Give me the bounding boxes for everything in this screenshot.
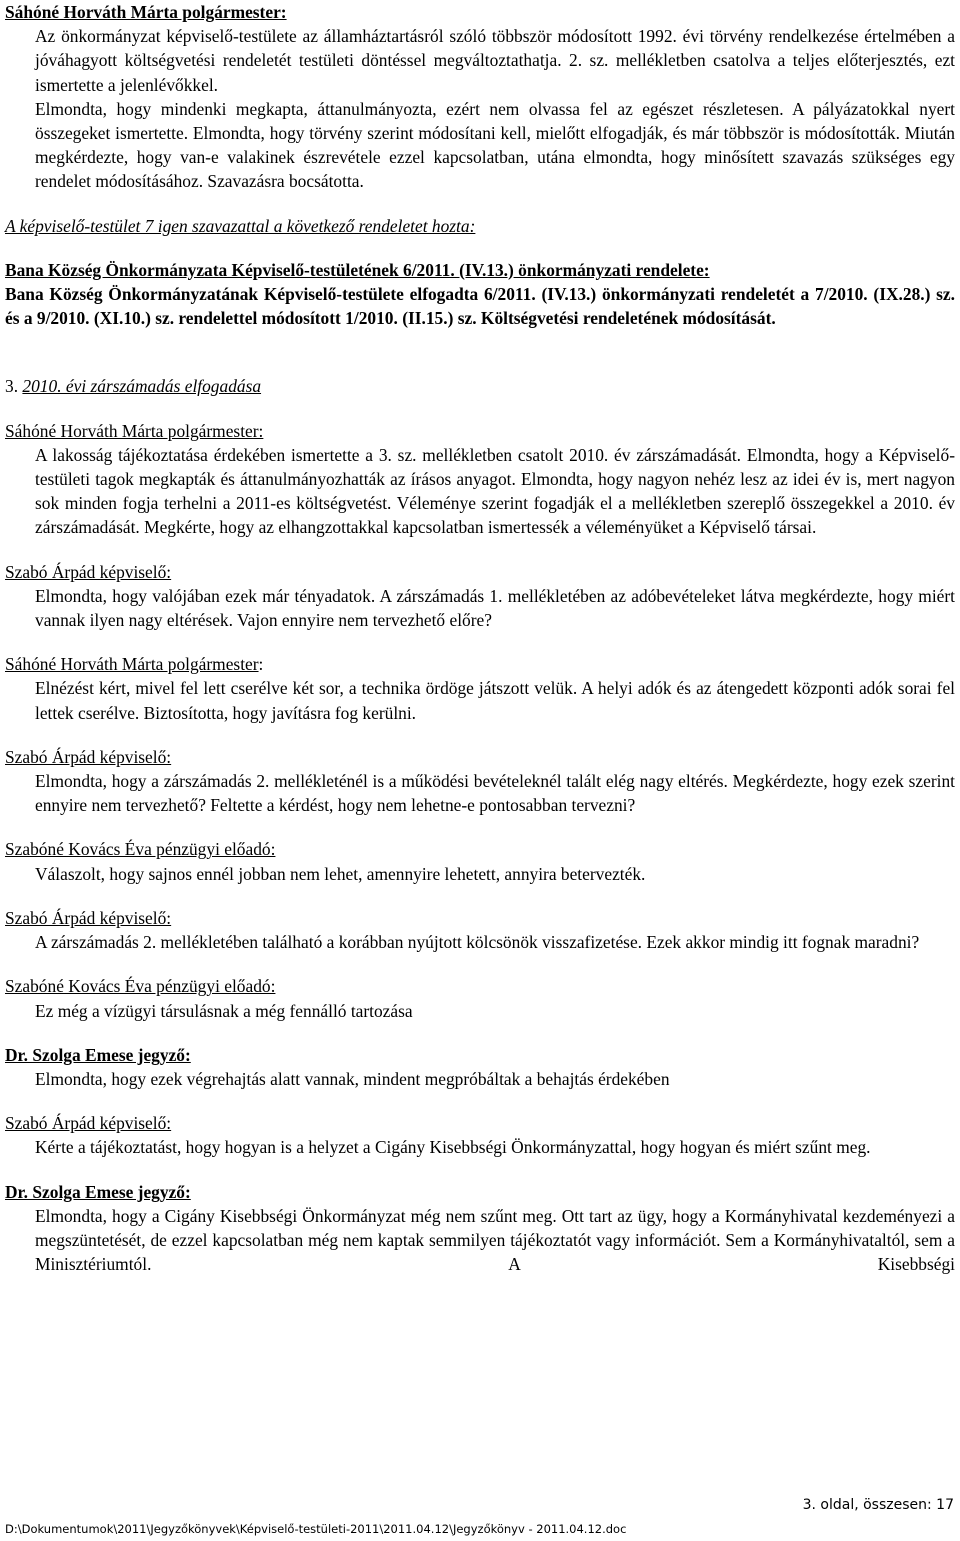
- spacer: [5, 725, 955, 745]
- page-number: 3. oldal, összesen: 17: [802, 1497, 954, 1513]
- spacer: [5, 1091, 955, 1111]
- spacer: [5, 399, 955, 419]
- agenda-item-title: 2010. évi zárszámadás elfogadása: [22, 376, 262, 397]
- speaker-name: Szabóné Kovács Éva pénzügyi előadó:: [5, 839, 276, 860]
- spacer: [5, 954, 955, 974]
- spacer: [5, 1023, 955, 1043]
- speaker-statement: Elmondta, hogy a Cigány Kisebbségi Önkormányzat még nem szűnt meg. Ott tart az ügy, hogy a Kormányhivatal kezdeményezi a megszüntetését, de ezzel kapcsolatban még nem kaptak semmilyen tájékoztatót vagy információt. Sem a Kormányhivataltól, sem a Minisztériumtól. A Kisebbségi: [35, 1205, 955, 1275]
- spacer: [5, 194, 955, 214]
- speaker-statement: Az önkormányzat képviselő-testülete az államháztartásról szóló többször módosított 1992. évi törvény rendelkezése értelmében a jóváhagyott költségvetési rendeletét testületi döntéssel megváltoztathatja. 2. sz. mellékletben csatolva a teljes előterjesztés, ezt ismertette a jelenlévőkkel.: [35, 26, 955, 95]
- speaker-colon: :: [258, 654, 264, 675]
- speaker-name: Szabó Árpád képviselő:: [5, 746, 172, 767]
- speaker-statement: Válaszolt, hogy sajnos ennél jobban nem lehet, amennyire lehetett, annyira betervezték.: [35, 863, 646, 884]
- speaker-name: Dr. Szolga Emese jegyző:: [5, 1181, 191, 1202]
- speaker-statement: Elmondta, hogy ezek végrehajtás alatt vannak, mindent megpróbáltak a behajtás érdekében: [35, 1068, 670, 1089]
- resolution-heading: A képviselő-testület 7 igen szavazattal a következő rendeletet hozta:: [5, 215, 476, 236]
- speaker-statement: A lakosság tájékoztatása érdekében ismertette a 3. sz. mellékletben csatolt 2010. év zárszámadását. Elmondta, hogy a Képviselő-testületi tagok megkapták és áttanulmányozhatták az írásos anyagot. Elmondta, hogy nagyon nehéz lesz az idei év is, mert nagyon sok minden fogja terhelni a 2011-es költségvetést. Véleménye szerint fogadják el a mellékletben szereplő összegekkel a 2010. év zárszámadását. Megkérte, hogy az elhangzottakkal kapcsolatban ismertessék a véleményüket a Képviselő társai.: [35, 444, 955, 538]
- file-path: D:\Dokumentumok\2011\Jegyzőkönyvek\Képviselő-testületi-2011\2011.04.12\Jegyzőkönyv - 2011.04.12.doc: [5, 1522, 627, 1536]
- speaker-statement: Elmondta, hogy valójában ezek már tényadatok. A zárszámadás 1. mellékletében az adóbevételeket látva megkérdezte, hogy miért vannak ilyen nagy eltérések. Vajon ennyire nem tervezhető előre?: [35, 585, 955, 631]
- agenda-item-heading: [5, 374, 955, 398]
- spacer: [5, 540, 955, 560]
- speaker-name: Szabó Árpád képviselő:: [5, 561, 172, 582]
- agenda-item-number: 3.: [5, 376, 19, 397]
- speaker-statement: A zárszámadás 2. mellékletében található a korábban nyújtott kölcsönök visszafizetése. Ezek akkor mindig itt fognak maradni?: [35, 932, 920, 953]
- speaker-statement: Ez még a vízügyi társulásnak a még fennálló tartozása: [35, 1000, 413, 1021]
- speaker-name: Sáhóné Horváth Márta polgármester:: [5, 2, 287, 22]
- spacer: [5, 1160, 955, 1180]
- decree-title: [5, 258, 955, 282]
- speaker-statement: Elnézést kért, mivel fel lett cserélve két sor, a technika ördöge játszott velük. A helyi adók és az átengedett központi adók sorai fel lettek cserélve. Biztosította, hogy javításra fog kerülni.: [35, 678, 955, 723]
- speaker-name: Szabó Árpád képviselő:: [5, 907, 172, 928]
- speaker-name: Dr. Szolga Emese jegyző:: [5, 1044, 191, 1065]
- decree-title-text: Bana Község Önkormányzata Képviselő-testületének 6/2011. (IV.13.) önkormányzati rendelete:: [5, 259, 710, 280]
- speaker-statement: Elmondta, hogy mindenki megkapta, áttanulmányozta, ezért nem olvassa fel az egészet részletesen. A pályázatokkal nyert összegeket ismertette. Elmondta, hogy törvény szerint módosítani kell, mielőtt elfogadják, és már többször is módosították. Miután megkérdezte, hogy van-e valakinek észrevétele ezzel kapcsolatban, utána elmondta, hogy minősített szavazás szükséges egy rendelet módosításához. Szavazásra bocsátotta.: [35, 98, 955, 192]
- spacer: [5, 632, 955, 652]
- spacer: [5, 817, 955, 837]
- speaker-name: Szabóné Kovács Éva pénzügyi előadó:: [5, 976, 276, 997]
- speaker-name: Sáhóné Horváth Márta polgármester:: [5, 420, 264, 441]
- speaker-name-text: Sáhóné Horváth Márta polgármester: [5, 654, 259, 675]
- speaker-statement: Elmondta, hogy a zárszámadás 2. mellékleténél is a működési bevételeknél talált elég nagy eltérés. Megkérdezte, hogy ezek szerint ennyire nem tervezhető? Feltette a kérdést, hogy nem lehetne-e pontosabban tervezni?: [35, 771, 955, 816]
- document-body: [5, 0, 955, 1276]
- spacer: [5, 330, 955, 374]
- spacer: [5, 238, 955, 258]
- speaker-statement: Kérte a tájékoztatást, hogy hogyan is a helyzet a Cigány Kisebbségi Önkormányzattal, hogy hogyan és miért szűnt meg.: [35, 1137, 871, 1158]
- speaker-name: [5, 652, 955, 676]
- decree-body: Bana Község Önkormányzatának Képviselő-testülete elfogadta 6/2011. (IV.13.) önkormányzati rendeletét a 7/2010. (IX.28.) sz. és a 9/2010. (XI.10.) sz. rendelettel módosított 1/2010. (II.15.) sz. Költségvetési rendeletének módosítását.: [5, 284, 955, 329]
- speaker-name: Szabó Árpád képviselő:: [5, 1113, 172, 1134]
- spacer: [5, 886, 955, 906]
